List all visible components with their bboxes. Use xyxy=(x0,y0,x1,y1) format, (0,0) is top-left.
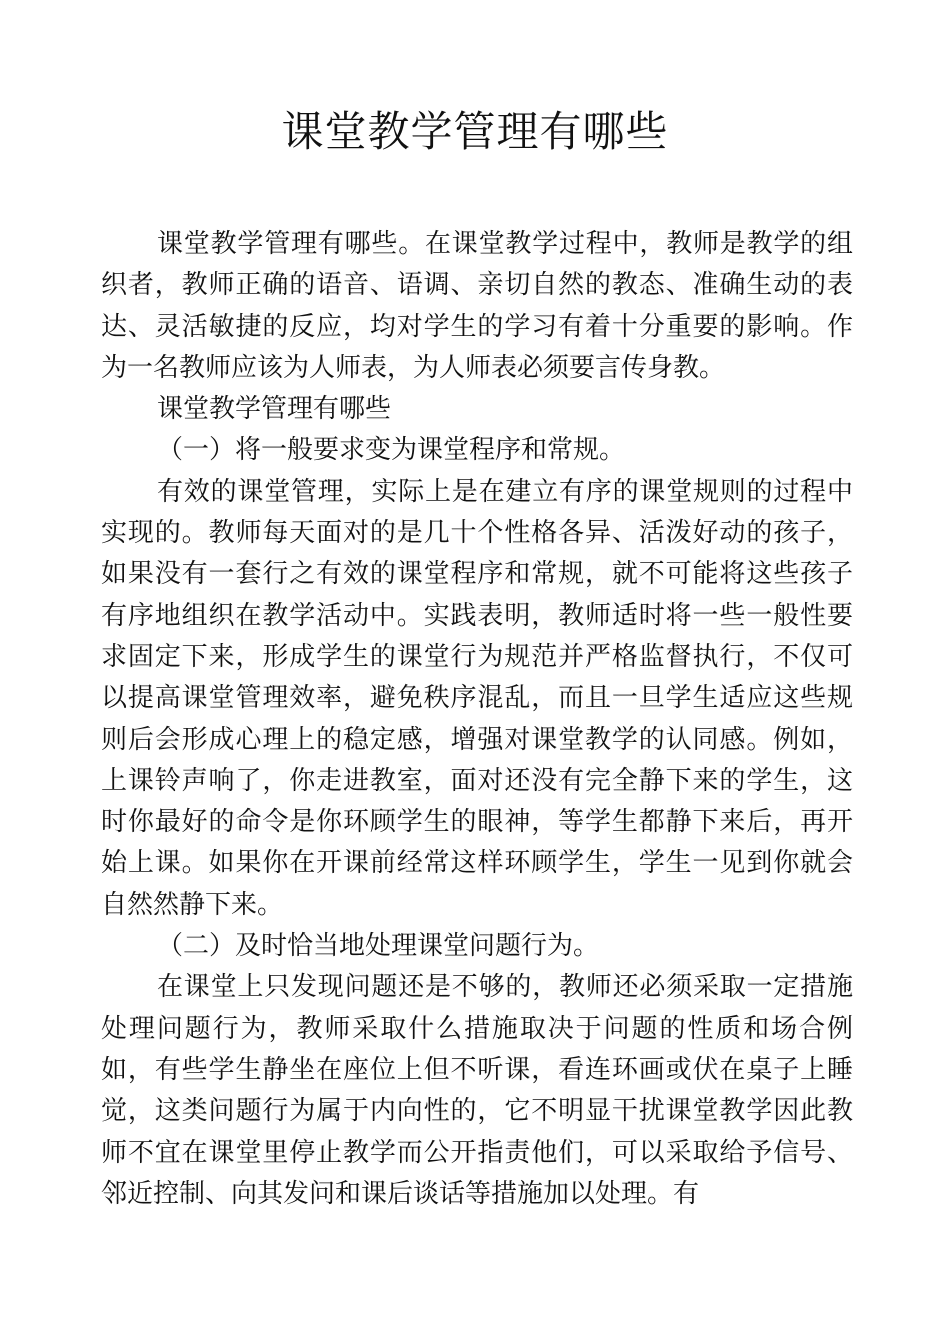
section-heading-1: （一）将一般要求变为课堂程序和常规。 xyxy=(157,435,626,466)
paragraph-section-2: 在课堂上只发现问题还是不够的，教师还必须采取一定措施处理问题行为，教师采取什么措施取决于问题的性质和场合例如，有些学生静坐在座位上但不听课，看连环画或伏在桌子上睡觉，这类问题行为属于内向性的，它不明显干扰课堂教学因此教师不宜在课堂里停止教学而公开指责他们，可以采取给予信号、邻近控制、向其发问和课后谈话等措施加以处理。有 xyxy=(101,972,853,1209)
document-body xyxy=(101,224,853,1215)
document-title: 课堂教学管理有哪些 xyxy=(281,107,669,156)
subheading: 课堂教学管理有哪些 xyxy=(157,394,392,425)
paragraph-section-1: 有效的课堂管理，实际上是在建立有序的课堂规则的过程中实现的。教师每天面对的是几十个性格各异、活泼好动的孩子，如果没有一套行之有效的课堂程序和常规，就不可能将这些孩子有序地组织在教学活动中。实践表明，教师适时将一些一般性要求固定下来，形成学生的课堂行为规范并严格监督执行，不仅可以提高课堂管理效率，避免秩序混乱，而且一旦学生适应这些规则后会形成心理上的稳定感，增强对课堂教学的认同感。例如，上课铃声响了，你走进教室，面对还没有完全静下来的学生，这时你最好的命令是你环顾学生的眼神，等学生都静下来后，再开始上课。如果你在开课前经常这样环顾学生，学生一见到你就会自然然静下来。 xyxy=(101,476,853,920)
section-heading-2: （二）及时恰当地处理课堂问题行为。 xyxy=(157,931,600,962)
paragraph-intro: 课堂教学管理有哪些。在课堂教学过程中，教师是教学的组织者，教师正确的语音、语调、亲切自然的教态、准确生动的表达、灵活敏捷的反应，均对学生的学习有着十分重要的影响。作为一名教师应该为人师表，为人师表必须要言传身教。 xyxy=(101,229,853,383)
